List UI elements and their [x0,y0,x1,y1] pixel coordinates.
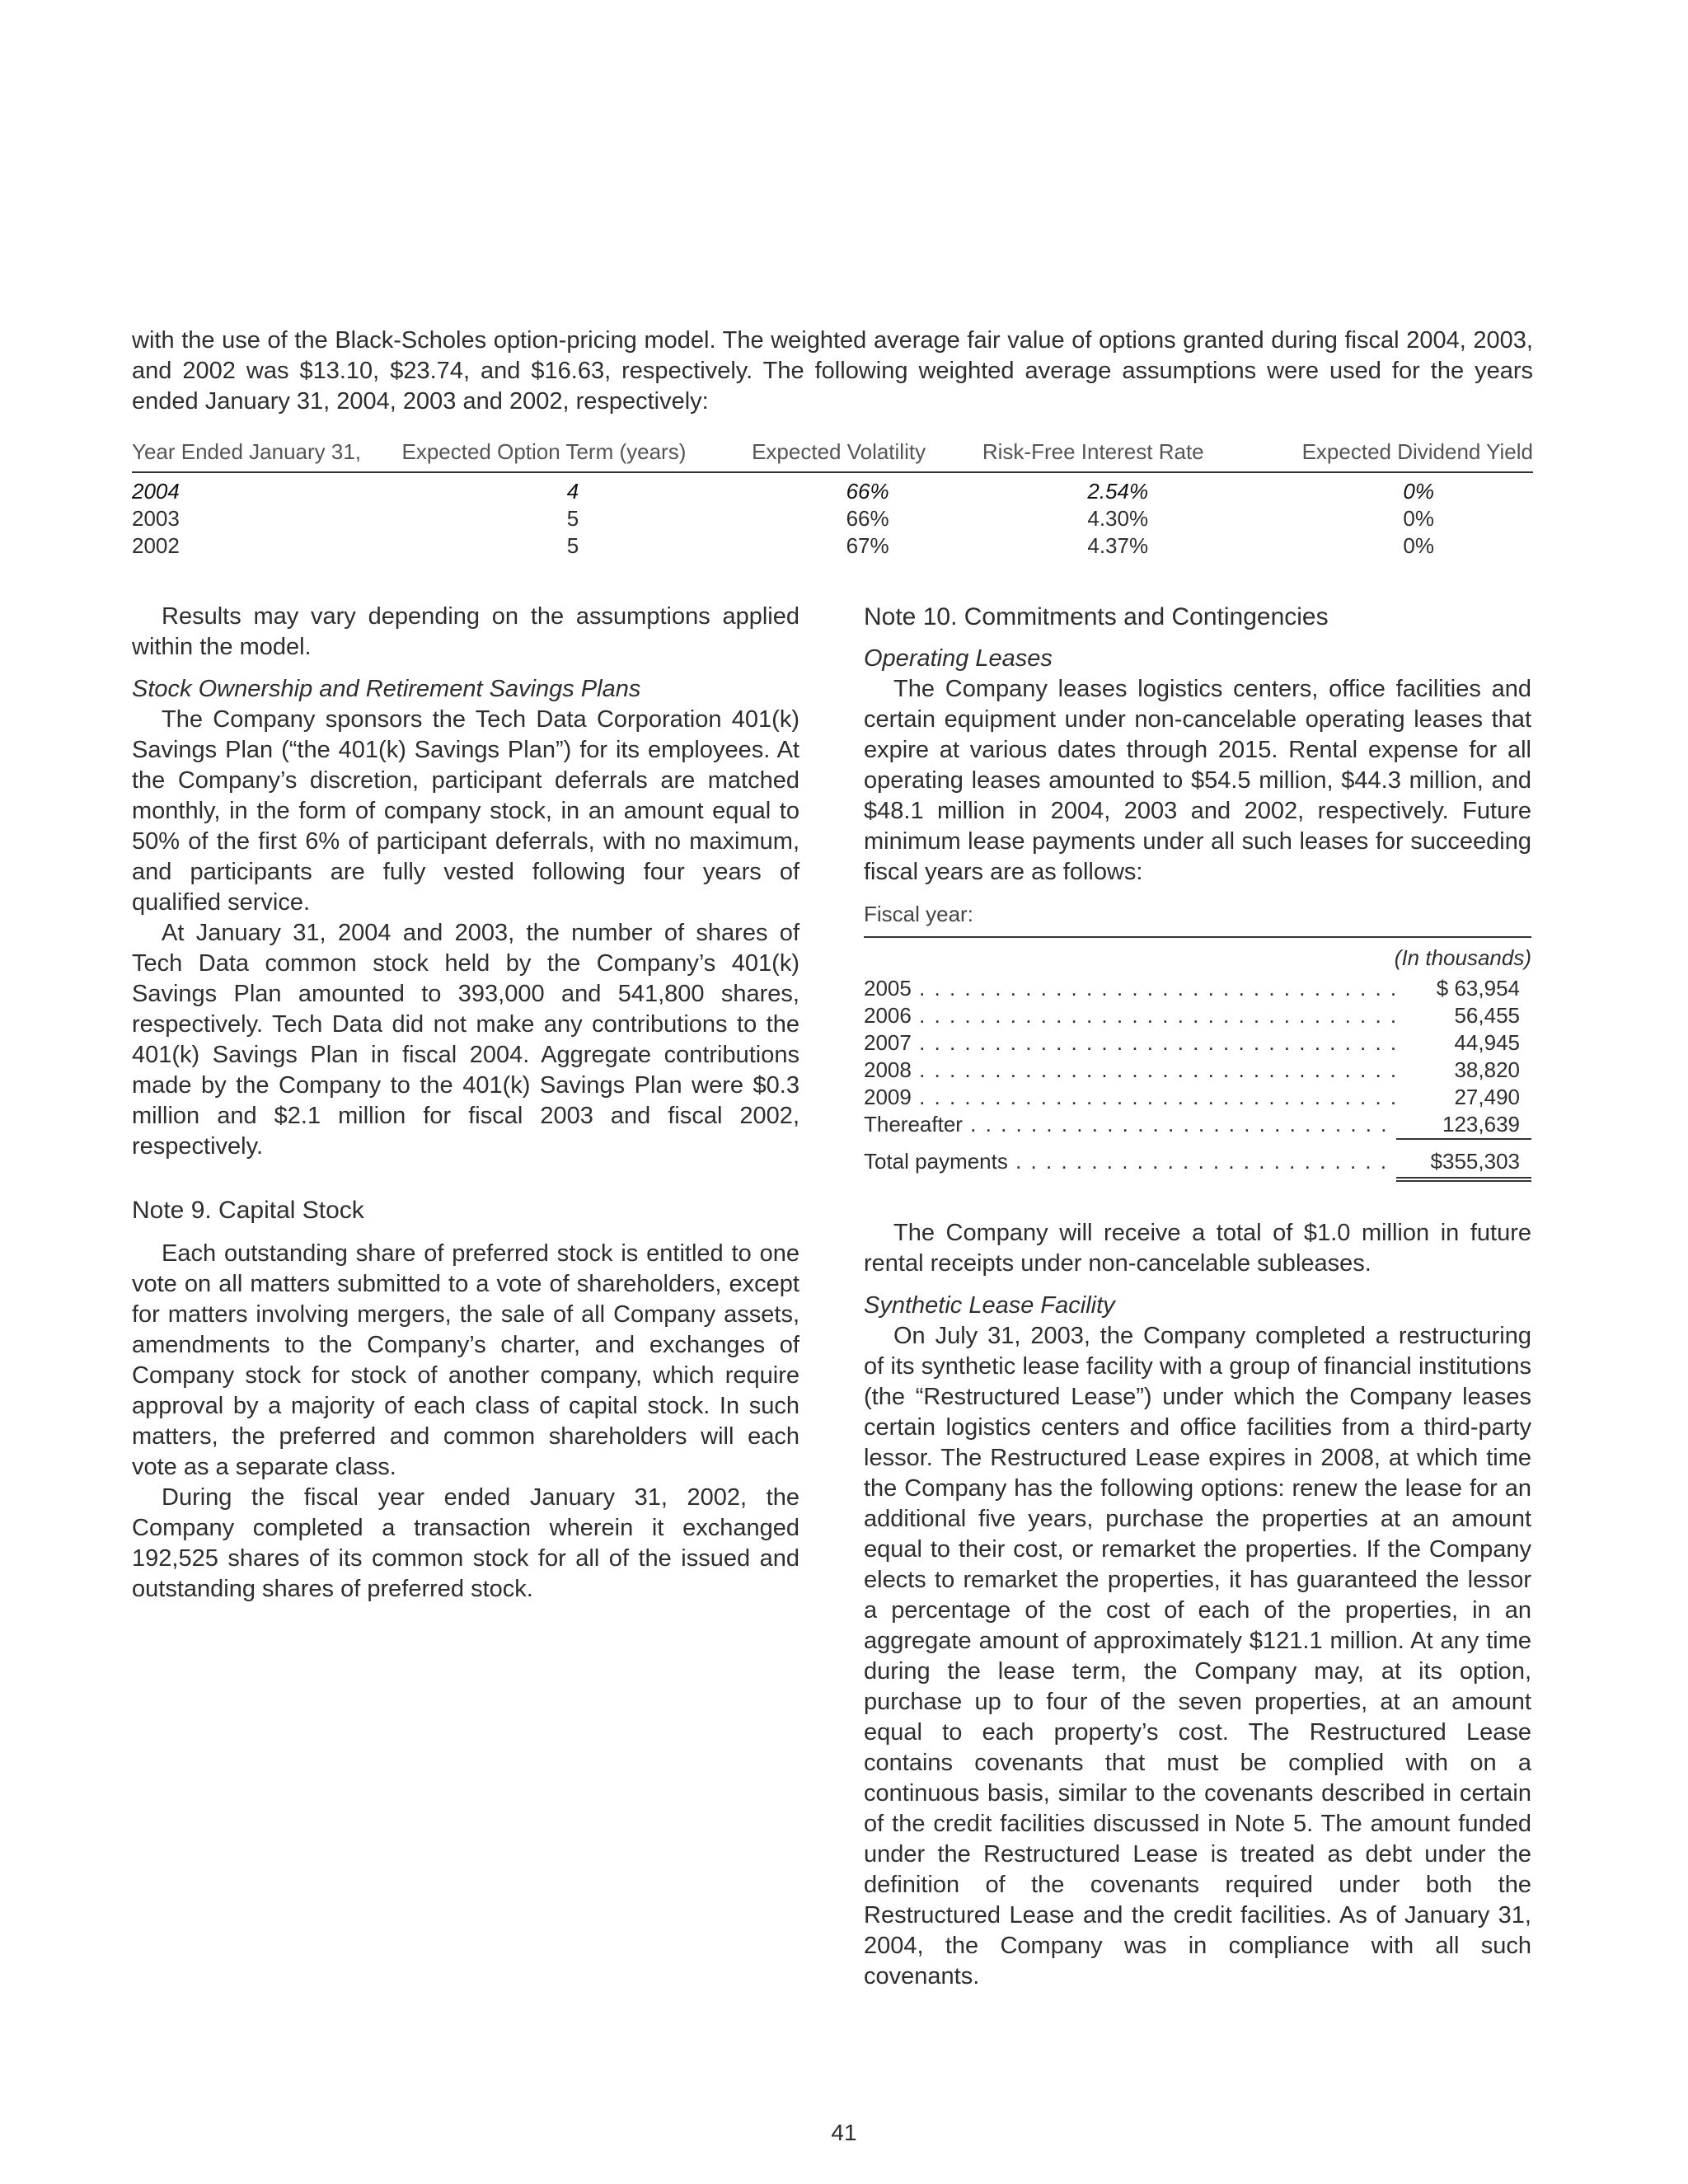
table-row [864,1002,1531,1029]
note-10-heading: Note 10. Commitments and Contingencies [864,603,1329,630]
row-label: 2007 . . . [864,1029,1396,1057]
units-label: (In thousands) [1394,945,1531,970]
column-header: Expected Volatility [727,439,951,472]
table-row [132,532,1533,560]
intro-paragraph: with the use of the Black-Scholes option-pricing model. The weighted average fair value of options granted during fiscal 2004, 2003, and 2002 was $13.10, $23.74, and $16.63, respectively. The following weighted average assumptions were used for the years ended January 31, 2004, 2003 and 2002, respectively: [132,327,1533,415]
note-9-heading: Note 9. Capital Stock [132,1197,364,1224]
table-cell: 5 [566,506,579,531]
results-paragraph: Results may vary depending on the assumptions applied within the model. [132,603,799,660]
row-label: 2006 . . . [864,1002,1396,1029]
row-value: 27,490 [1454,1085,1520,1109]
total-value: $355,303 [1396,1148,1531,1182]
operating-leases-heading: Operating Leases [864,645,1053,672]
column-header: Year Ended January 31, [132,439,361,472]
row-value: 123,639 [1396,1111,1531,1140]
column-header: Risk-Free Interest Rate [950,439,1236,472]
right-column [864,602,1531,1992]
page-number: 41 [831,2120,857,2145]
table-row [864,1111,1531,1140]
row-value: 38,820 [1454,1057,1520,1082]
lease-payments-table [864,899,1531,1182]
table-cell: 66% [846,506,889,531]
synthetic-lease-paragraph: On July 31, 2003, the Company completed a restructuring of its synthetic lease facility with a group of financial institutions (the “Restructured Lease”) under which the Company leases certain logistics centers and office facilities from a third-party lessor. The Restructured Lease expires in 2008, at which time the Company has the following options: renew the lease for an additional five years, purchase the properties at an amount equal to their cost, or remarket the properties. If the Company elects to remarket the properties, it has guaranteed the lessor a percentage of the cost of each of the properties, in an aggregate amount of approximately $121.1 million. At any time during the lease term, the Company may, at its option, purchase up to four of the seven properties, at an amount equal to each property’s cost. The Restructured Lease contains covenants that must be complied with on a continuous basis, similar to the covenants described in certain of the credit facilities discussed in Note 5. The amount funded under the Restructured Lease is treated as debt under the definition of the covenants required under both the Restructured Lease and the credit facilities. As of January 31, 2004, the Company was in compliance with all such covenants. [864,1323,1531,1990]
table-cell: 67% [846,533,889,558]
table-row [864,1029,1531,1057]
column-header: Expected Option Term (years) [361,439,727,472]
table-row [864,975,1531,1002]
table-header-row [132,439,1533,472]
total-row [864,1148,1531,1182]
table-cell: 0% [1403,479,1434,504]
total-label: Total payments . . . [864,1148,1396,1175]
table-row [864,1084,1531,1111]
row-value: 56,455 [1454,1003,1520,1028]
table-cell: 0% [1403,533,1434,558]
table-cell: 5 [566,533,579,558]
row-value: $ 63,954 [1436,976,1520,1001]
table-cell: 2.54% [1087,479,1149,504]
table-cell: 66% [846,479,889,504]
column-header: Expected Dividend Yield [1236,439,1533,472]
table-cell: 2004 [132,479,180,504]
table-cell: 2002 [132,533,180,558]
fiscal-year-label: Fiscal year: [864,899,1531,938]
note-9-paragraph-2: During the fiscal year ended January 31, 2002, the Company completed a transaction wherein it exchanged 192,525 shares of its common stock for all of the issued and outstanding shares of preferred stock. [132,1484,799,1602]
table-row [132,505,1533,532]
assumptions-table [132,439,1533,560]
row-label: 2008 . . . [864,1057,1396,1084]
table-cell: 2003 [132,506,180,531]
stock-plans-paragraph-2: At January 31, 2004 and 2003, the number of shares of Tech Data common stock held by the Company’s 401(k) Savings Plan amounted to 393,000 and 541,800 shares, respectively. Tech Data did not make any contributions to the 401(k) Savings Plan in fiscal 2004. Aggregate contributions made by the Company to the 401(k) Savings Plan were $0.3 million and $2.1 million for fiscal 2003 and fiscal 2002, respectively. [132,920,799,1160]
left-column [132,602,799,1605]
row-label: 2005 . . . [864,975,1396,1002]
note-9-paragraph-1: Each outstanding share of preferred stock is entitled to one vote on all matters submitted to a vote of shareholders, except for matters involving mergers, the sale of all Company assets, amendments to the Company’s charter, and exchanges of Company stock for stock of another company, which require approval by a majority of each class of capital stock. In such matters, the preferred and common shareholders will each vote as a separate class. [132,1240,799,1480]
table-row [864,1057,1531,1084]
table-cell: 4.37% [1087,533,1149,558]
table-cell: 4.30% [1087,506,1149,531]
row-label: 2009 . . . [864,1084,1396,1111]
synthetic-lease-heading: Synthetic Lease Facility [864,1292,1115,1319]
table-row [132,472,1533,505]
table-cell: 0% [1403,506,1434,531]
sublease-paragraph: The Company will receive a total of $1.0 million in future rental receipts under non-cancelable subleases. [864,1220,1531,1277]
stock-plans-paragraph-1: The Company sponsors the Tech Data Corporation 401(k) Savings Plan (“the 401(k) Savings Plan”) for its employees. At the Company’s discretion, participant deferrals are matched monthly, in the form of company stock, in an amount equal to 50% of the first 6% of participant deferrals, with no maximum, and participants are fully vested following four years of qualified service. [132,706,799,916]
stock-plans-heading: Stock Ownership and Retirement Savings Plans [132,676,641,702]
row-value: 44,945 [1454,1030,1520,1055]
table-cell: 4 [566,479,579,504]
row-label: Thereafter . . . [864,1111,1396,1138]
operating-leases-paragraph: The Company leases logistics centers, office facilities and certain equipment under non-cancelable operating leases that expire at various dates through 2015. Rental expense for all operating leases amounted to $54.5 million, $44.3 million, and $48.1 million in 2004, 2003 and 2002, respectively. Future minimum lease payments under all such leases for succeeding fiscal years are as follows: [864,676,1531,885]
